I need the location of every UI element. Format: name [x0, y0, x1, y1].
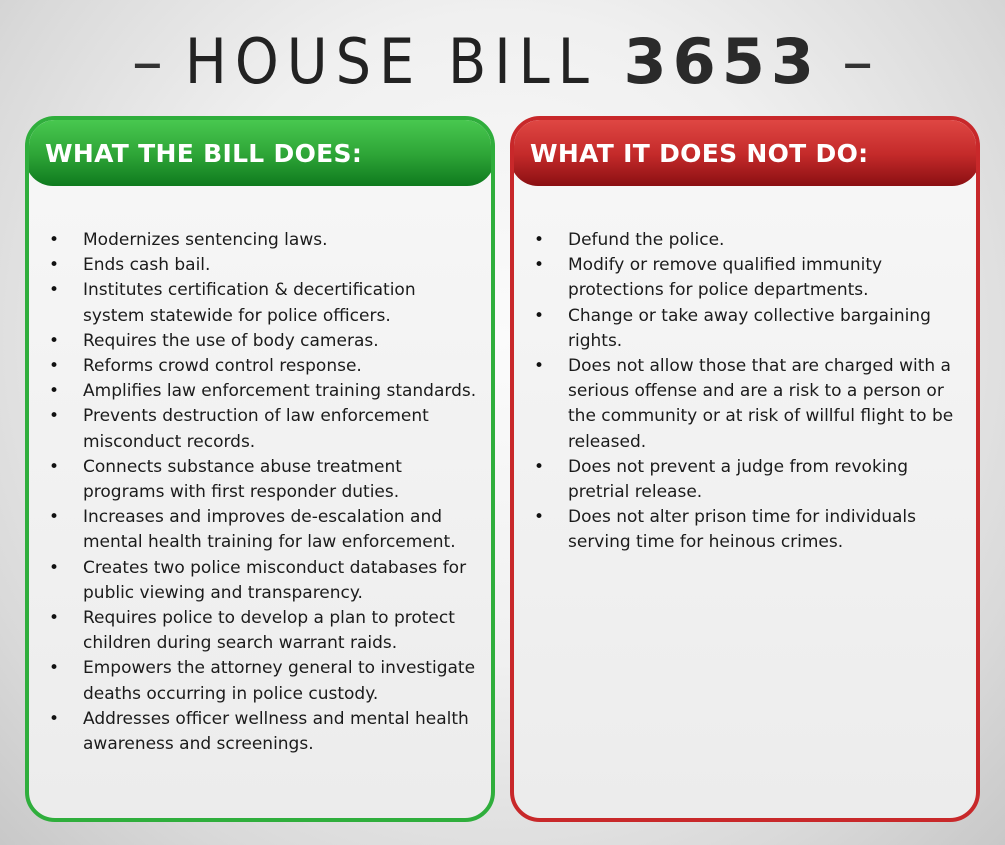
- list-item: [49, 278, 481, 328]
- list-item-text: Change or take away collective bargaining rights.: [568, 305, 931, 351]
- bullet-icon: •: [534, 305, 545, 326]
- list-item: [49, 379, 481, 404]
- list-item-text: Increases and improves de-escalation and mental health training for law enforcement.: [83, 507, 456, 553]
- list-item: [49, 656, 481, 706]
- list-item: [534, 505, 966, 555]
- bullet-icon: •: [49, 406, 60, 427]
- bullet-icon: •: [534, 356, 545, 377]
- list-item: [49, 505, 481, 555]
- bullet-icon: •: [49, 356, 60, 377]
- does-not-panel-title: WHAT IT DOES NOT DO:: [530, 138, 869, 168]
- title-dash-right: –: [842, 25, 874, 98]
- does-not-list: [534, 228, 966, 556]
- title-text: HOUSE BILL: [184, 25, 597, 98]
- list-item: [49, 404, 481, 454]
- does-panel: [25, 116, 495, 822]
- list-item: [534, 253, 966, 303]
- bullet-icon: •: [49, 255, 60, 276]
- bullet-icon: •: [49, 658, 60, 679]
- list-item: [49, 455, 481, 505]
- list-item-text: Amplifies law enforcement training standards.: [83, 381, 477, 402]
- does-panel-title: WHAT THE BILL DOES:: [45, 138, 363, 168]
- bullet-icon: •: [534, 230, 545, 250]
- list-item: [49, 556, 481, 606]
- does-not-panel: [510, 116, 980, 822]
- list-item-text: Does not prevent a judge from revoking pretrial release.: [568, 456, 909, 503]
- bullet-icon: •: [49, 608, 60, 629]
- does-list: [49, 228, 481, 757]
- list-item-text: Does not alter prison time for individuals serving time for heinous crimes.: [568, 507, 917, 553]
- title-dash-left: –: [131, 25, 163, 98]
- list-item-text: Addresses officer wellness and mental health awareness and screenings.: [83, 708, 469, 755]
- list-item-text: Does not allow those that are charged with a serious offense and are a risk to a person or the community or at risk of willful flight to be released.: [568, 356, 954, 452]
- list-item-text: Prevents destruction of law enforcement misconduct records.: [83, 406, 429, 452]
- list-item: [49, 606, 481, 656]
- list-item-text: Defund the police.: [568, 230, 725, 250]
- list-item-text: Reforms crowd control response.: [83, 356, 362, 377]
- list-item-text: Creates two police misconduct databases for public viewing and transparency.: [83, 557, 467, 603]
- list-item: [534, 455, 966, 505]
- list-item: [534, 354, 966, 455]
- does-not-panel-header: [510, 116, 980, 186]
- list-item-text: Empowers the attorney general to investigate deaths occurring in police custody.: [83, 658, 476, 704]
- page-title: [0, 26, 1005, 98]
- list-item-text: Connects substance abuse treatment programs with first responder duties.: [83, 456, 402, 503]
- bullet-icon: •: [49, 456, 60, 477]
- list-item: [49, 329, 481, 354]
- bullet-icon: •: [49, 230, 60, 250]
- list-item-text: Requires the use of body cameras.: [83, 330, 379, 351]
- bullet-icon: •: [534, 507, 545, 528]
- list-item-text: Requires police to develop a plan to protect children during search warrant raids.: [83, 608, 455, 654]
- bullet-icon: •: [49, 507, 60, 528]
- does-panel-header: [25, 116, 495, 186]
- list-item: [49, 228, 481, 253]
- list-item-text: Modernizes sentencing laws.: [83, 230, 328, 250]
- list-item: [534, 228, 966, 253]
- list-item: [49, 354, 481, 379]
- title-bill-number: 3653: [623, 25, 821, 98]
- bullet-icon: •: [49, 708, 60, 729]
- bullet-icon: •: [49, 557, 60, 578]
- list-item: [49, 253, 481, 278]
- list-item: [49, 707, 481, 757]
- bullet-icon: •: [49, 381, 60, 402]
- list-item-text: Institutes certification & decertification system statewide for police officers.: [83, 280, 416, 326]
- bullet-icon: •: [534, 255, 545, 276]
- list-item-text: Modify or remove qualified immunity protections for police departments.: [568, 255, 883, 301]
- list-item-text: Ends cash bail.: [83, 255, 211, 276]
- bullet-icon: •: [49, 330, 60, 351]
- bullet-icon: •: [534, 456, 545, 477]
- list-item: [534, 304, 966, 354]
- bullet-icon: •: [49, 280, 60, 301]
